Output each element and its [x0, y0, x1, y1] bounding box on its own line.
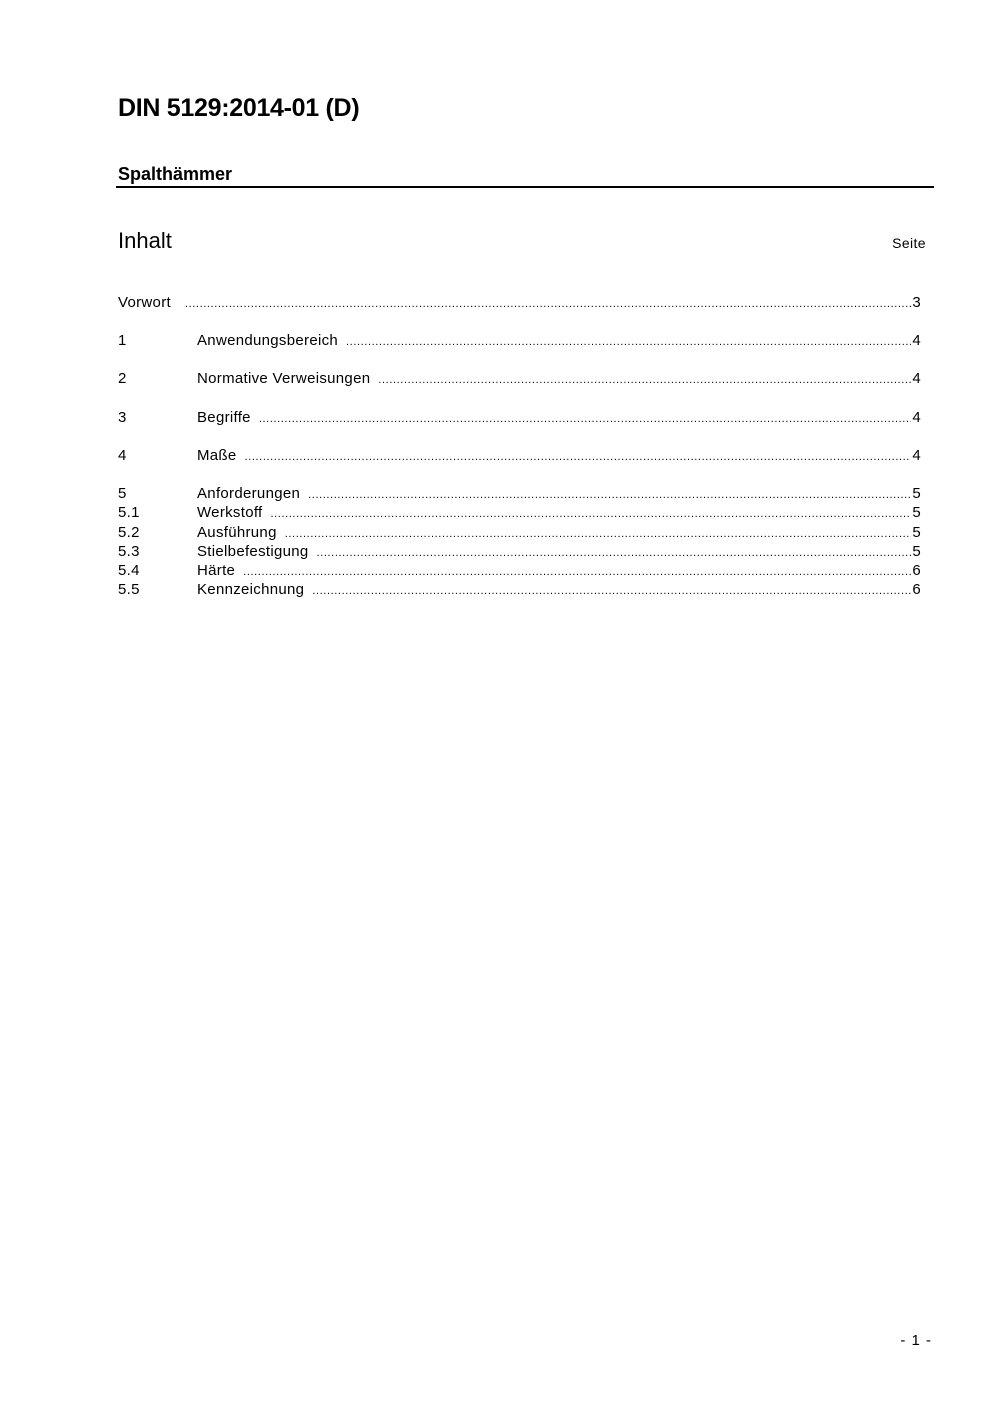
toc-entry-vorwort[interactable]	[118, 293, 921, 312]
toc-entry-page: 3	[912, 294, 921, 311]
toc-entry-3[interactable]	[118, 408, 921, 427]
toc-heading: Inhalt	[118, 228, 172, 253]
toc-entry-5-2[interactable]	[118, 523, 921, 542]
toc-entry-5-5[interactable]	[118, 580, 921, 599]
toc-page-column-label: Seite	[892, 235, 926, 251]
toc-entry-title: Maße	[197, 446, 245, 465]
toc-entry-number: 3	[118, 409, 127, 426]
toc-entry-page: 4	[912, 332, 921, 349]
toc-entry-number: 1	[118, 332, 127, 349]
toc-entry-5-3[interactable]	[118, 542, 921, 561]
toc-entry-page: 4	[912, 409, 921, 426]
toc-entry-title: Anforderungen	[197, 484, 308, 503]
toc-entry-page: 5	[912, 524, 921, 541]
page-number: - 1 -	[900, 1332, 932, 1349]
toc-entry-page: 5	[912, 504, 921, 521]
toc-entry-page: 4	[912, 447, 921, 464]
toc-entry-number: 5.5	[118, 581, 140, 598]
toc-entry-page: 6	[912, 581, 921, 598]
toc-leader-dots	[185, 295, 911, 314]
toc-entry-title: Kennzeichnung	[197, 580, 312, 599]
toc-entry-title: Stielbefestigung	[197, 542, 317, 561]
toc-leader-dots	[346, 333, 911, 352]
toc-entry-5-1[interactable]	[118, 503, 921, 522]
document-subtitle: Spalthämmer	[118, 164, 233, 184]
toc-entry-5-4[interactable]	[118, 561, 921, 580]
toc-entry-page: 5	[912, 485, 921, 502]
toc-leader-dots	[259, 410, 912, 429]
toc-entry-title: Ausführung	[197, 523, 285, 542]
toc-entry-title: Vorwort	[118, 293, 185, 312]
toc-entry-number: 2	[118, 370, 127, 387]
toc-entry-number: 5	[118, 485, 127, 502]
toc-entry-title: Begriffe	[197, 408, 259, 427]
document-title: DIN 5129:2014-01 (D)	[118, 94, 360, 122]
toc-leader-dots	[312, 582, 911, 601]
toc-entry-4[interactable]	[118, 446, 921, 465]
toc-entry-1[interactable]	[118, 331, 921, 350]
toc-entry-title: Werkstoff	[197, 503, 271, 522]
toc-entry-page: 4	[912, 370, 921, 387]
toc-entry-number: 5.2	[118, 524, 140, 541]
toc-entry-number: 5.4	[118, 562, 140, 579]
toc-entry-number: 4	[118, 447, 127, 464]
title-divider	[116, 186, 934, 188]
toc-entry-2[interactable]	[118, 369, 921, 388]
toc-entry-number: 5.1	[118, 504, 140, 521]
toc-entry-page: 6	[912, 562, 921, 579]
toc-leader-dots	[378, 371, 911, 390]
toc-leader-dots	[245, 448, 912, 467]
toc-entry-title: Anwendungsbereich	[197, 331, 346, 350]
toc-entry-title: Härte	[197, 561, 243, 580]
toc-leader-dots	[271, 505, 912, 524]
toc-entry-page: 5	[912, 543, 921, 560]
toc-entry-number: 5.3	[118, 543, 140, 560]
toc-entry-5[interactable]	[118, 484, 921, 503]
toc-entry-title: Normative Verweisungen	[197, 369, 378, 388]
